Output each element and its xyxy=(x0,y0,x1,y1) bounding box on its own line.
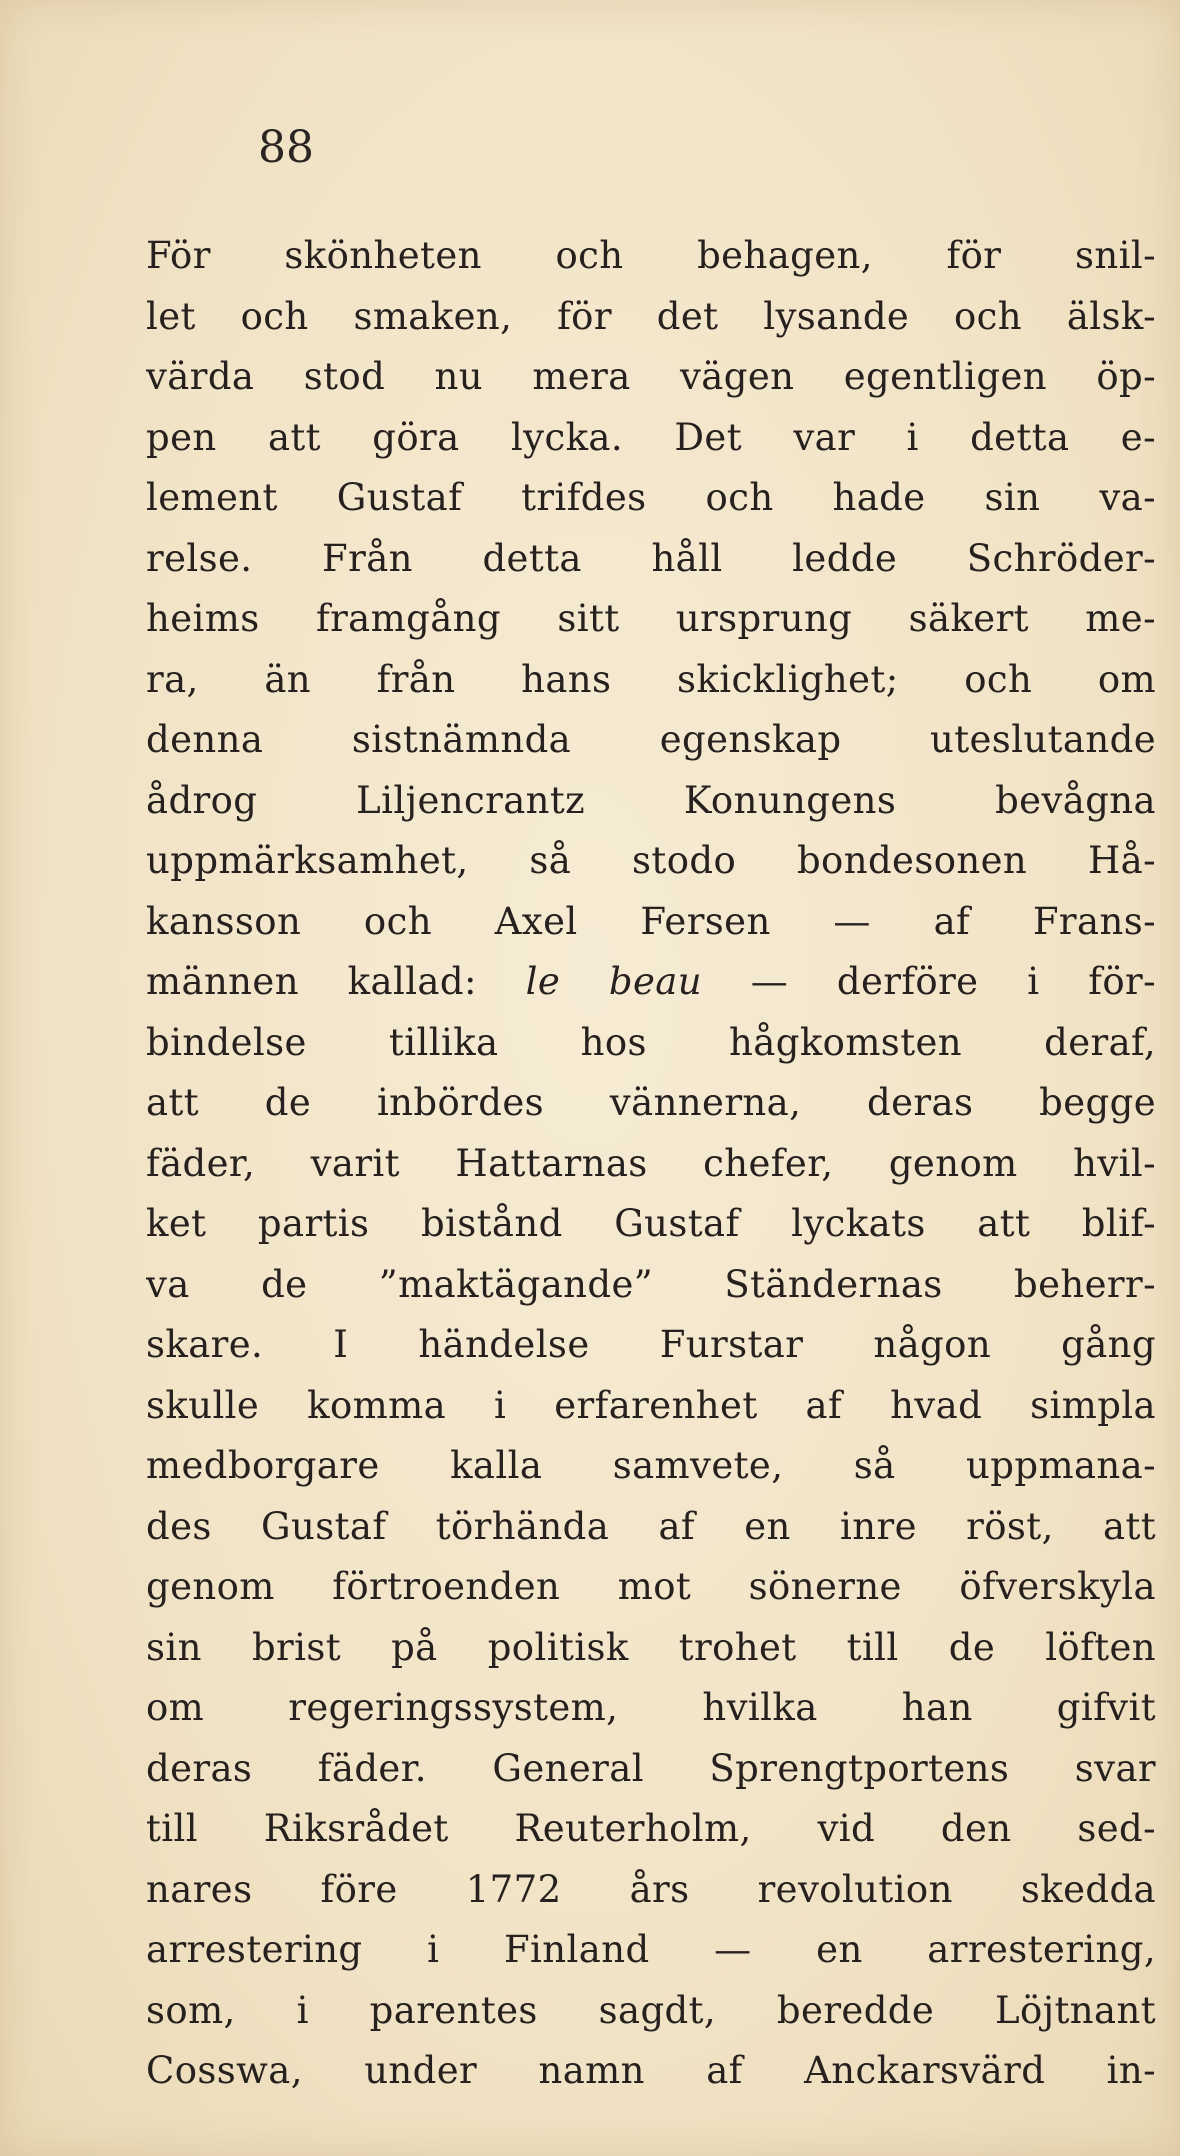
text-line: För skönheten och behagen, för snil- xyxy=(146,234,1156,277)
text-line: denna sistnämnda egenskap uteslutande xyxy=(146,718,1156,761)
text-line: att de inbördes vännerna, deras begge xyxy=(146,1081,1156,1124)
text-segment: — derföre i för- xyxy=(701,960,1156,1003)
text-line: genom förtroenden mot sönerne öfverskyla xyxy=(146,1565,1156,1608)
italic-phrase: le beau xyxy=(525,960,702,1003)
text-line-with-italic xyxy=(146,952,1156,1013)
text-line: va de ”maktägande” Ständernas beherr- xyxy=(146,1262,1156,1306)
page-number: 88 xyxy=(258,122,314,173)
text-line: ket partis bistånd Gustaf lyckats att blif- xyxy=(146,1202,1156,1245)
text-line: medborgare kalla samvete, så uppmana- xyxy=(146,1444,1156,1487)
text-line: lement Gustaf trifdes och hade sin va- xyxy=(146,476,1156,519)
text-line: heims framgång sitt ursprung säkert me- xyxy=(146,597,1156,640)
text-line: bindelse tillika hos hågkomsten deraf, xyxy=(146,1020,1156,1064)
text-line: om regeringssystem, hvilka han gifvit xyxy=(146,1686,1156,1729)
text-line: ådrog Liljencrantz Konungens bevågna xyxy=(146,778,1156,822)
text-line: värda stod nu mera vägen egentligen öp- xyxy=(146,355,1156,398)
text-line: fäder, varit Hattarnas chefer, genom hvil- xyxy=(146,1141,1156,1185)
text-segment: männen kallad: xyxy=(146,960,526,1003)
text-line: skare. I händelse Furstar någon gång xyxy=(146,1323,1156,1366)
text-line: nares före 1772 års revolution skedda xyxy=(146,1867,1156,1911)
text-line: pen att göra lycka. Det var i detta e- xyxy=(146,415,1156,459)
text-line: Cosswa, under namn af Anckarsvärd in- xyxy=(146,2049,1156,2092)
scan-margin xyxy=(1180,0,1200,2156)
text-line: uppmärksamhet, så stodo bondesonen Hå- xyxy=(146,839,1156,882)
text-line: relse. Från detta håll ledde Schröder- xyxy=(146,536,1156,580)
text-line: kansson och Axel Fersen — af Frans- xyxy=(146,899,1156,943)
text-line: deras fäder. General Sprengtportens svar xyxy=(146,1746,1156,1790)
text-line: skulle komma i erfarenhet af hvad simpla xyxy=(146,1383,1156,1427)
text-line: ra, än från hans skicklighet; och om xyxy=(146,657,1156,701)
text-line: let och smaken, för det lysande och älsk- xyxy=(146,294,1156,338)
text-line: des Gustaf törhända af en inre röst, att xyxy=(146,1504,1156,1548)
text-line: sin brist på politisk trohet till de löften xyxy=(146,1625,1156,1669)
body-text xyxy=(146,226,1156,2102)
text-line: arrestering i Finland — en arrestering, xyxy=(146,1928,1156,1971)
text-line: som, i parentes sagdt, beredde Löjtnant xyxy=(146,1988,1156,2032)
text-line: till Riksrådet Reuterholm, vid den sed- xyxy=(146,1807,1156,1850)
